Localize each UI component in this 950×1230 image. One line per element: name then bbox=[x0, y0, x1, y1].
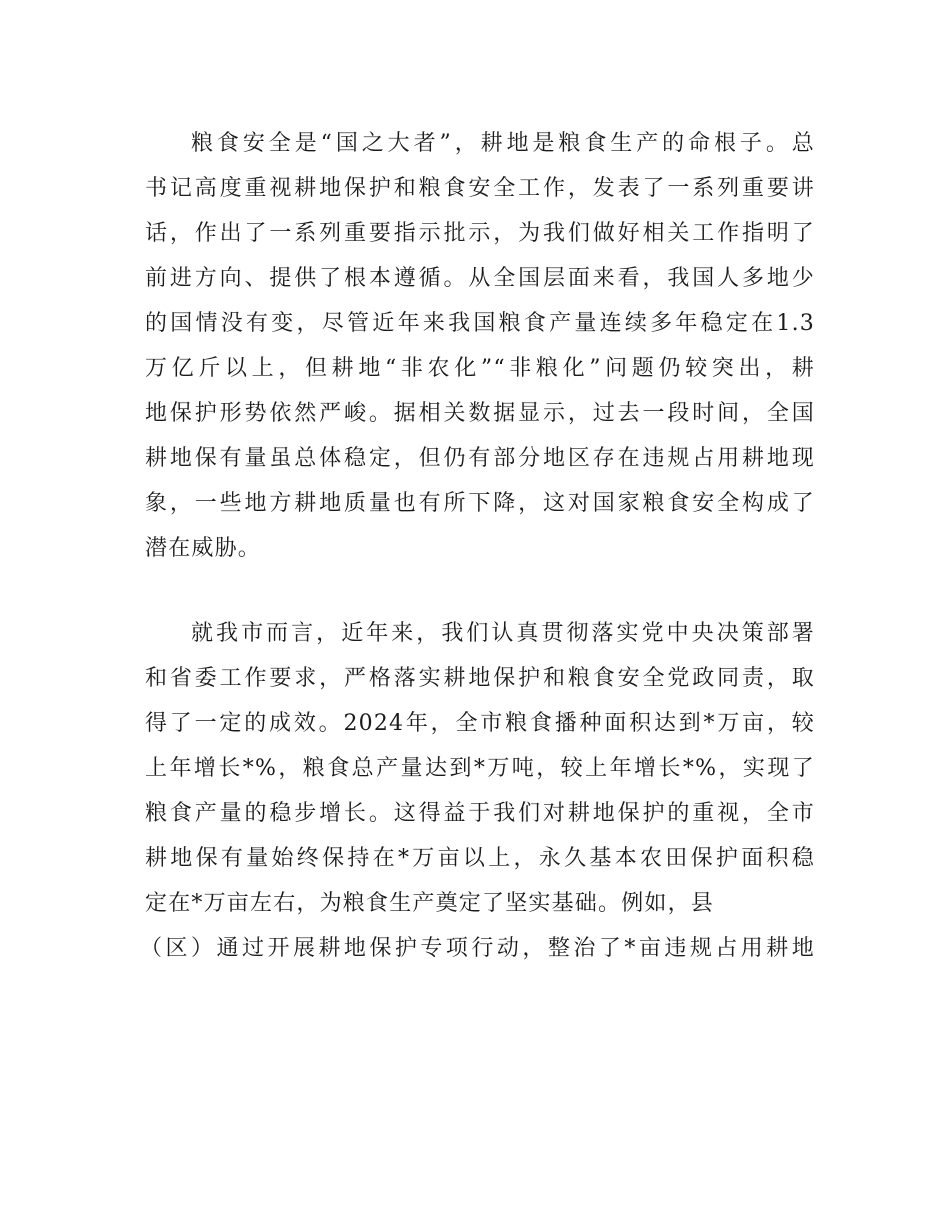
paragraph-line: 定在*万亩左右，为粮食生产奠定了坚实基础。例如，县 bbox=[145, 891, 715, 916]
paragraph-line: 话，作出了一系列重要指示批示，为我们做好相关工作指明了 bbox=[145, 221, 815, 246]
paragraph-line: 书记高度重视耕地保护和粮食安全工作，发表了一系列重要讲 bbox=[145, 176, 815, 201]
paragraph-line: 万亿斤以上，但耕地“非农化”“非粮化”问题仍较突出，耕 bbox=[145, 356, 815, 381]
paragraph-line: 上年增长*%，粮食总产量达到*万吨，较上年增长*%，实现了 bbox=[145, 756, 815, 781]
paragraph-line: 象，一些地方耕地质量也有所下降，这对国家粮食安全构成了 bbox=[145, 491, 815, 516]
paragraph-line: 粮食安全是“国之大者”，耕地是粮食生产的命根子。总 bbox=[191, 131, 815, 156]
paragraph-line: （区）通过开展耕地保护专项行动，整治了*亩违规占用耕地 bbox=[140, 936, 815, 961]
paragraph-line: 潜在威胁。 bbox=[145, 536, 262, 561]
paragraph-line: 耕地保有量虽总体稳定，但仍有部分地区存在违规占用耕地现 bbox=[145, 446, 815, 471]
paragraph-line: 耕地保有量始终保持在*万亩以上，永久基本农田保护面积稳 bbox=[145, 846, 815, 871]
paragraph-line: 地保护形势依然严峻。据相关数据显示，过去一段时间，全国 bbox=[145, 401, 815, 426]
paragraph-line: 粮食产量的稳步增长。这得益于我们对耕地保护的重视，全市 bbox=[145, 801, 815, 826]
paragraph-line: 得了一定的成效。2024年，全市粮食播种面积达到*万亩，较 bbox=[145, 711, 815, 736]
paragraph-line: 的国情没有变，尽管近年来我国粮食产量连续多年稳定在1.3 bbox=[145, 311, 815, 336]
paragraph-line: 和省委工作要求，严格落实耕地保护和粮食安全党政同责，取 bbox=[145, 666, 815, 691]
paragraph-line: 就我市而言，近年来，我们认真贯彻落实党中央决策部署 bbox=[191, 621, 815, 646]
paragraph-line: 前进方向、提供了根本遵循。从全国层面来看，我国人多地少 bbox=[145, 266, 815, 291]
